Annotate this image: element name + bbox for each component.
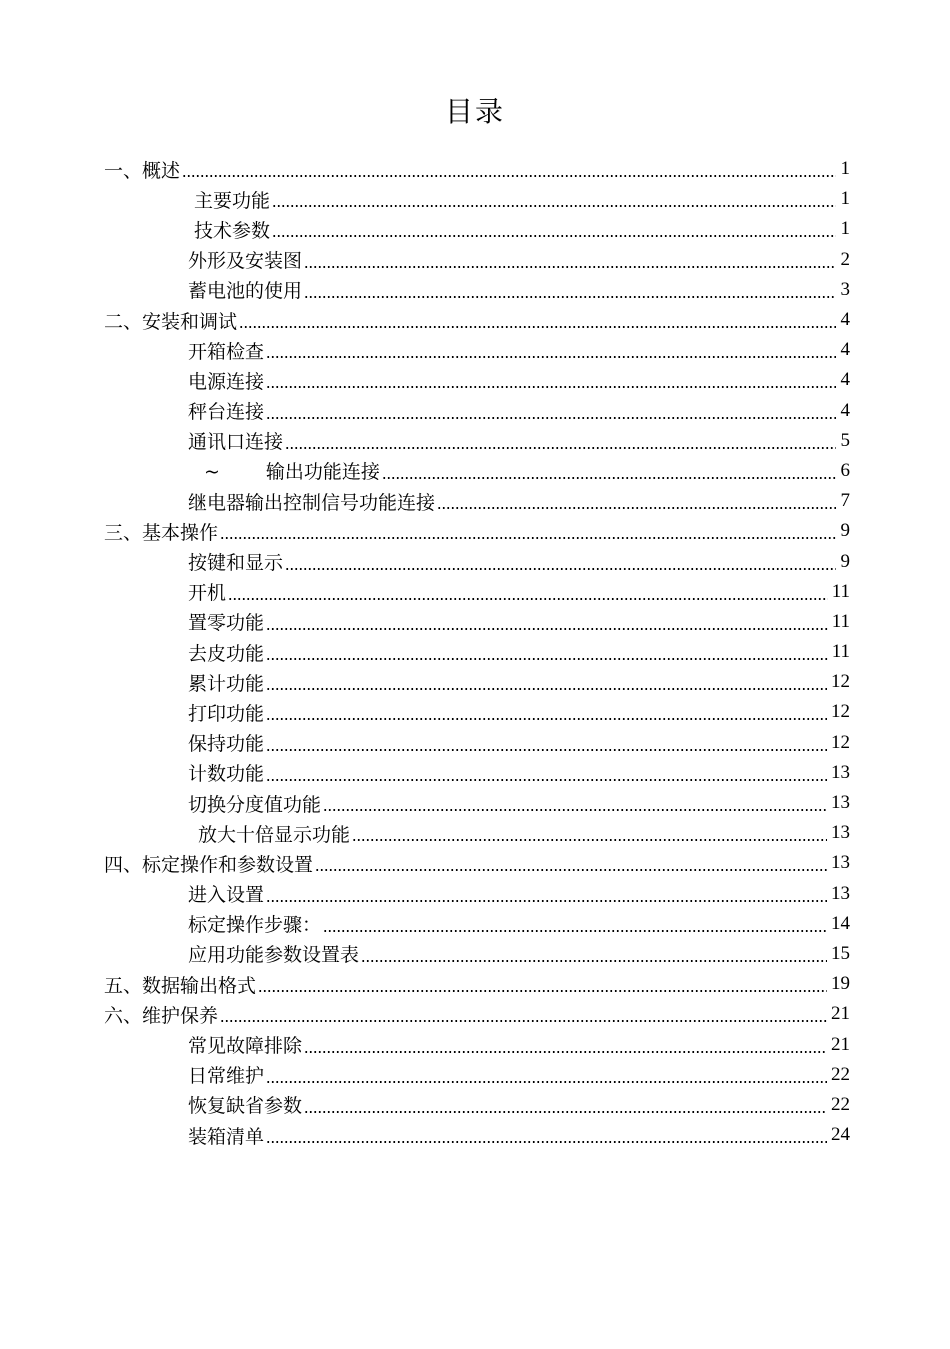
toc-entry[interactable]	[104, 818, 850, 848]
toc-dot-leader	[315, 869, 827, 871]
toc-page-number: 21	[831, 1003, 850, 1025]
toc-entry-label	[188, 337, 266, 364]
toc-entry[interactable]	[104, 335, 850, 365]
toc-dot-leader	[266, 779, 827, 781]
toc-entry-label	[188, 940, 361, 967]
toc-dot-leader	[304, 266, 836, 268]
toc-dot-leader	[266, 900, 827, 902]
toc-entry-title: 蓄电池的使用	[188, 280, 303, 303]
toc-entry-label	[188, 578, 228, 605]
toc-entry-label	[188, 790, 323, 817]
toc-entry-label	[188, 548, 285, 575]
toc-entry-title: 恢复缺省参数	[188, 1095, 303, 1118]
toc-entry[interactable]	[104, 879, 850, 909]
toc-entry[interactable]	[104, 275, 850, 305]
toc-page-number: 11	[831, 580, 850, 602]
toc-page-number: 1	[840, 218, 850, 240]
toc-entry[interactable]	[104, 999, 850, 1029]
toc-entry[interactable]	[104, 365, 850, 395]
toc-entry-label	[104, 518, 220, 545]
toc-page-number: 4	[840, 339, 850, 361]
toc-page-number: 4	[840, 309, 850, 331]
toc-entry-title: 标定操作步骤：	[188, 914, 322, 937]
toc-page-number: 22	[831, 1063, 850, 1085]
toc-entry-title: 三、基本操作	[104, 521, 219, 544]
toc-entry[interactable]	[104, 1060, 850, 1090]
toc-dot-leader	[266, 386, 836, 388]
toc-entry[interactable]	[104, 546, 850, 576]
toc-entry-title: 应用功能参数设置表	[188, 944, 360, 967]
toc-entry-title: 打印功能	[188, 702, 265, 725]
toc-page-number: 11	[831, 610, 850, 632]
toc-entry-title: 通讯口连接	[188, 431, 284, 454]
toc-page-number: 14	[831, 912, 850, 934]
toc-entry-label	[188, 276, 304, 303]
toc-entry-label	[104, 1001, 220, 1028]
toc-dot-leader	[266, 658, 828, 660]
toc-dot-leader	[220, 1020, 827, 1022]
toc-dot-leader	[304, 296, 836, 298]
toc-dot-leader	[272, 205, 836, 207]
toc-page-number: 12	[831, 731, 850, 753]
toc-entry-label	[104, 156, 182, 183]
toc-entry-label	[188, 488, 437, 515]
toc-entry[interactable]	[104, 214, 850, 244]
toc-entry-label	[194, 216, 272, 243]
toc-page-number: 1	[840, 188, 850, 210]
toc-entry-label	[188, 910, 323, 937]
toc-entry-title: 按键和显示	[188, 552, 284, 575]
toc-entry-label	[188, 1091, 304, 1118]
toc-entry-label	[188, 367, 266, 394]
toc-entry-title: 计数功能	[188, 763, 265, 786]
toc-entry[interactable]	[104, 396, 850, 426]
toc-dot-leader	[304, 1111, 827, 1113]
toc-entry-label	[194, 186, 272, 213]
toc-entry-title: 进入设置	[188, 884, 265, 907]
toc-page-number: 2	[840, 248, 850, 270]
toc-entry-label	[188, 1061, 266, 1088]
toc-dot-leader	[266, 688, 827, 690]
toc-entry-label	[188, 729, 266, 756]
toc-dot-leader	[266, 1081, 827, 1083]
toc-entry[interactable]	[104, 486, 850, 516]
toc-page-number: 7	[840, 490, 850, 512]
toc-page-number: 13	[831, 822, 850, 844]
toc-entry-title: 继电器输出控制信号功能连接	[188, 491, 436, 514]
toc-page-number: 21	[831, 1033, 850, 1055]
toc-entry-label	[188, 880, 266, 907]
toc-entry-label	[188, 608, 266, 635]
page-title: 目录	[444, 95, 505, 128]
toc-entry-label	[188, 1122, 266, 1149]
toc-dot-leader	[266, 749, 827, 751]
toc-entry-title: 保持功能	[188, 733, 265, 756]
toc-dot-leader	[228, 598, 828, 600]
toc-entry-title: 置零功能	[188, 612, 265, 635]
toc-entry-title: 四、标定操作和参数设置	[104, 853, 314, 876]
toc-entry-label	[188, 246, 304, 273]
toc-entry[interactable]	[104, 1090, 850, 1120]
toc-dot-leader	[258, 990, 827, 992]
toc-entry-label	[188, 699, 266, 726]
toc-dot-leader	[220, 537, 836, 539]
toc-entry[interactable]	[104, 516, 850, 546]
toc-dot-leader	[304, 1051, 827, 1053]
toc-entry-title: 六、维护保养	[104, 1004, 219, 1027]
toc-entry-title: 秤台连接	[188, 401, 265, 424]
toc-entry[interactable]	[104, 969, 850, 999]
toc-entry[interactable]	[104, 607, 850, 637]
toc-entry-label	[188, 669, 266, 696]
toc-entry[interactable]	[104, 1029, 850, 1059]
toc-entry[interactable]	[104, 758, 850, 788]
toc-page-number: 13	[831, 852, 850, 874]
toc-entry-title: 放大十倍显示功能	[198, 823, 351, 846]
toc-dot-leader	[182, 175, 836, 177]
toc-page-number: 5	[840, 429, 850, 451]
toc-dot-leader	[266, 628, 828, 630]
toc-entry-title: 日常维护	[188, 1065, 265, 1088]
toc-entry-label	[198, 820, 352, 847]
toc-entry-title: 去皮功能	[188, 642, 265, 665]
toc-dot-leader	[285, 568, 836, 570]
toc-dot-leader	[352, 839, 827, 841]
toc-entry-title: 外形及安装图	[188, 250, 303, 273]
table-of-contents	[104, 154, 850, 1150]
toc-entry-label	[188, 759, 266, 786]
toc-dot-leader	[266, 718, 827, 720]
toc-entry-label	[104, 850, 315, 877]
toc-entry-title: 切换分度值功能	[188, 793, 322, 816]
toc-entry[interactable]	[104, 637, 850, 667]
toc-entry[interactable]	[104, 728, 850, 758]
toc-page-number: 6	[840, 459, 850, 481]
toc-entry-label	[204, 457, 382, 484]
toc-page-number: 22	[831, 1093, 850, 1115]
toc-dot-leader	[361, 960, 827, 962]
toc-page-number: 3	[840, 278, 850, 300]
toc-entry[interactable]	[104, 154, 850, 184]
toc-dot-leader	[266, 356, 836, 358]
toc-entry[interactable]	[104, 788, 850, 818]
toc-entry[interactable]	[104, 939, 850, 969]
toc-entry[interactable]	[104, 456, 850, 486]
toc-entry-title: 装箱清单	[188, 1125, 265, 1148]
toc-entry[interactable]	[104, 577, 850, 607]
toc-page-number: 12	[831, 671, 850, 693]
toc-entry-label	[188, 1031, 304, 1058]
toc-dot-leader	[323, 930, 827, 932]
toc-dot-leader	[239, 326, 836, 328]
toc-entry-title: 电源连接	[188, 370, 265, 393]
toc-page-number: 4	[840, 399, 850, 421]
toc-entry-title: 二、安装和调试	[104, 310, 238, 333]
toc-entry[interactable]	[104, 305, 850, 335]
toc-page-number: 1	[840, 158, 850, 180]
toc-page-number: 15	[831, 942, 850, 964]
toc-page-number: 9	[840, 550, 850, 572]
toc-page-number: 12	[831, 701, 850, 723]
toc-page-number: 24	[831, 1124, 850, 1146]
toc-entry-title: ~	[204, 461, 220, 484]
toc-dot-leader	[323, 809, 827, 811]
toc-entry-label	[188, 427, 285, 454]
toc-entry[interactable]	[104, 426, 850, 456]
toc-entry-title: 五、数据输出格式	[104, 974, 257, 997]
toc-page-number: 13	[831, 792, 850, 814]
toc-dot-leader	[266, 1141, 827, 1143]
toc-entry-title: 累计功能	[188, 672, 265, 695]
toc-entry-title-suffix: 输出功能连接	[265, 461, 380, 484]
toc-entry-title: 常见故障排除	[188, 1035, 303, 1058]
toc-dot-leader	[382, 477, 836, 479]
toc-entry-title: 主要功能	[194, 189, 271, 212]
toc-page-number: 9	[840, 520, 850, 542]
toc-dot-leader	[272, 235, 836, 237]
toc-entry-label	[104, 307, 239, 334]
toc-page-number: 19	[831, 973, 850, 995]
toc-entry[interactable]	[104, 848, 850, 878]
toc-entry[interactable]	[104, 1120, 850, 1150]
toc-dot-leader	[266, 417, 836, 419]
toc-entry-label	[188, 639, 266, 666]
toc-entry-label	[104, 971, 258, 998]
toc-entry[interactable]	[104, 184, 850, 214]
toc-entry[interactable]	[104, 697, 850, 727]
toc-entry[interactable]	[104, 667, 850, 697]
toc-entry-title: 开机	[188, 582, 227, 605]
toc-page-number: 11	[831, 641, 850, 663]
toc-dot-leader	[285, 447, 836, 449]
toc-entry[interactable]	[104, 245, 850, 275]
toc-page-number: 13	[831, 761, 850, 783]
toc-entry-title: 技术参数	[194, 219, 271, 242]
toc-entry-label	[188, 397, 266, 424]
toc-page-number: 4	[840, 369, 850, 391]
toc-entry-title: 开箱检查	[188, 340, 265, 363]
toc-page-number: 13	[831, 882, 850, 904]
toc-entry-title: 一、概述	[104, 159, 181, 182]
toc-entry[interactable]	[104, 909, 850, 939]
toc-dot-leader	[437, 507, 836, 509]
